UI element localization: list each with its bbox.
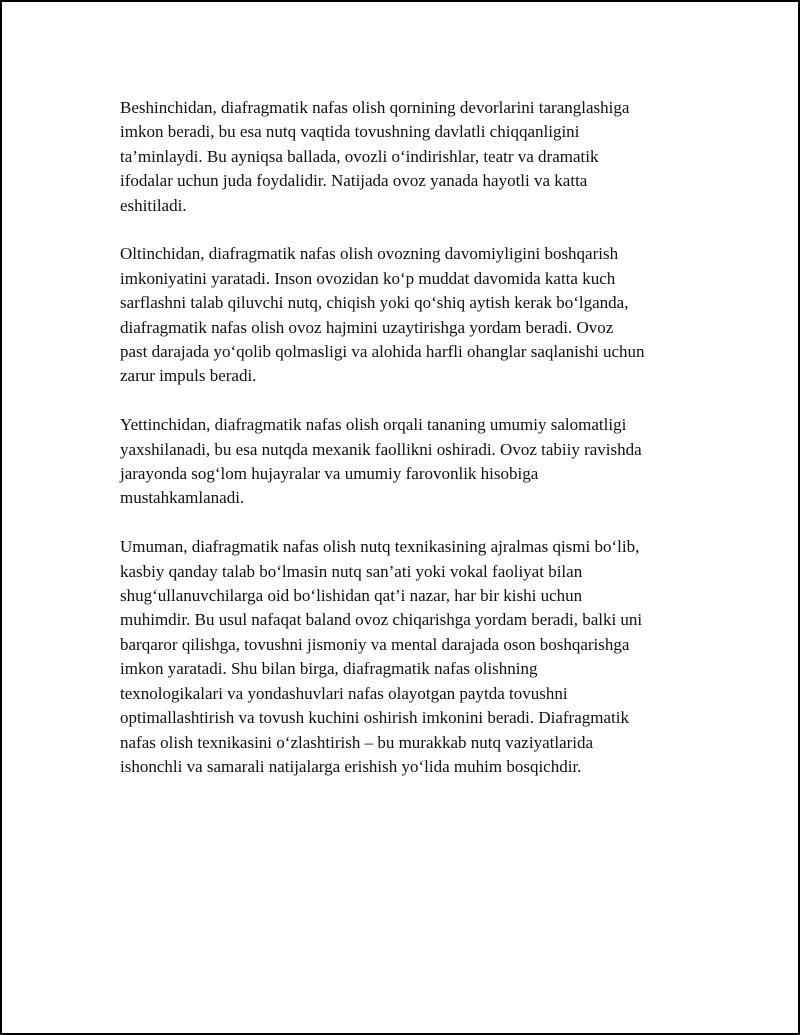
paragraph-sixth-point: Oltinchidan, diafragmatik nafas olish ovozning davomiyligini boshqarish imkoniyatini yaratadi. Inson ovozidan ko‘p muddat davomida katta kuch sarflashni talab qiluvchi nutq, chiqish yoki qo‘shiq aytish kerak bo‘lganda, diafragmatik nafas olish ovoz hajmini uzaytirishga yordam beradi. Ovoz past darajada yo‘qolib qolmasligi va alohida harfli ohanglar saqlanishi uchun zarur impuls beradi. <box>120 244 645 386</box>
document-body <box>120 96 698 804</box>
paragraph-fifth-point: Beshinchidan, diafragmatik nafas olish qornining devorlarini taranglashiga imkon beradi, bu esa nutq vaqtida tovushning davlatli chiqqanligini ta’minlaydi. Bu ayniqsa ballada, ovozli o‘indirishlar, teatr va dramatik ifodalar uchun juda foydalidir. Natijada ovoz yanada hayotli va katta eshitiladi. <box>120 98 630 215</box>
paragraph-conclusion: Umuman, diafragmatik nafas olish nutq texnikasining ajralmas qismi bo‘lib, kasbiy qanday talab bo‘lmasin nutq san’ati yoki vokal faoliyat bilan shug‘ullanuvchilarga oid bo‘lishidan qat’i nazar, har bir kishi uchun muhimdir. Bu usul nafaqat baland ovoz chiqarishga yordam beradi, balki uni barqaror qilishga, tovushni jismoniy va mental darajada oson boshqarishga imkon yaratadi. Shu bilan birga, diafragmatik nafas olishning texnologikalari va yondashuvlari nafas olayotgan paytda tovushni optimallashtirish va tovush kuchini oshirish imkonini beradi. Diafragmatik nafas olish texnikasini o‘zlashtirish – bu murakkab nutq vaziyatlarida ishonchli va samarali natijalarga erishish yo‘lida muhim bosqichdir. <box>120 537 643 776</box>
paragraph-seventh-point: Yettinchidan, diafragmatik nafas olish orqali tananing umumiy salomatligi yaxshilanadi, bu esa nutqda mexanik faollikni oshiradi. Ovoz tabiiy ravishda jarayonda sog‘lom hujayralar va umumiy farovonlik hisobiga mustahkamlanadi. <box>120 415 642 508</box>
